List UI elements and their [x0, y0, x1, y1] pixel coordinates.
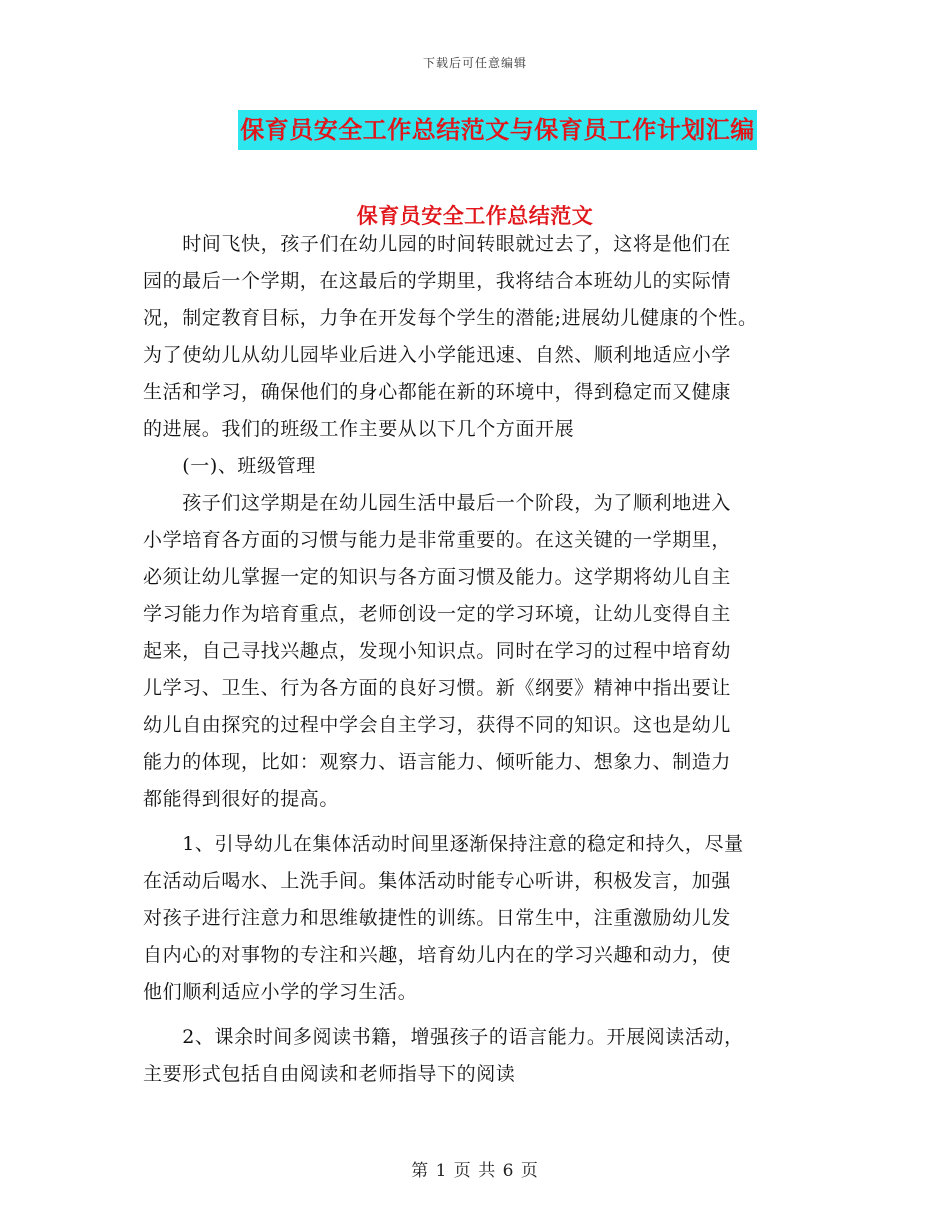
paragraph-class-management: 孩子们这学期是在幼儿园生活中最后一个阶段，为了顺利地进入 小学培育各方面的习惯与能力是非常重要的。在这关键的一学期里， 必须让幼儿掌握一定的知识与各方面习惯及能力。这学期将幼儿自主 学习能力作为培育重点，老师创设一定的学习环境，让幼儿变得自主 起来，自己寻找兴趣点，发现小知识点。同时在学习的过程中培育幼 儿学习、卫生、行为各方面的良好习惯。新《纲要》精神中指出要让 幼儿自由探究的过程中学会自主学习，获得不同的知识。这也是幼儿 能力的体现，比如：观察力、语言能力、倾听能力、想象力、制造力 都能得到很好的提高。: [143, 492, 732, 810]
main-title: 保育员安全工作总结范文与保育员工作计划汇编: [238, 110, 757, 150]
document-body: [143, 226, 823, 1093]
section-title: 保育员安全工作总结范文: [356, 204, 594, 228]
paragraph-intro: 时间飞快，孩子们在幼儿园的时间转眼就过去了，这将是他们在 园的最后一个学期，在这最后的学期里，我将结合本班幼儿的实际情 况，制定教育目标，力争在开发每个学生的潜能;进展幼儿健康的个性。 为了使幼儿从幼儿园毕业后进入小学能迅速、自然、顺利地适应小学 生活和学习，确保他们的身心都能在新的环境中，得到稳定而又健康 的进展。我们的班级工作主要从以下几个方面开展: [143, 233, 758, 440]
paragraph-item-1: 1、引导幼儿在集体活动时间里逐渐保持注意的稳定和持久，尽量 在活动后喝水、上洗手间。集体活动时能专心听讲，积极发言，加强 对孩子进行注意力和思维敏捷性的训练。日常生中，注重激励幼儿发 自内心的对事物的专注和兴趣，培育幼儿内在的学习兴趣和动力，使 他们顺利适应小学的学习生活。: [143, 833, 744, 1003]
header-note: 下载后可任意编辑: [422, 56, 527, 70]
page-footer: 第 1 页 共 6 页: [411, 1161, 539, 1181]
main-title-container: [0, 110, 950, 150]
paragraph-heading-class-management: (一)、班级管理: [143, 455, 316, 477]
paragraph-item-2: 2、课余时间多阅读书籍，增强孩子的语言能力。开展阅读活动， 主要形式包括自由阅读和老师指导下的阅读: [143, 1026, 744, 1085]
